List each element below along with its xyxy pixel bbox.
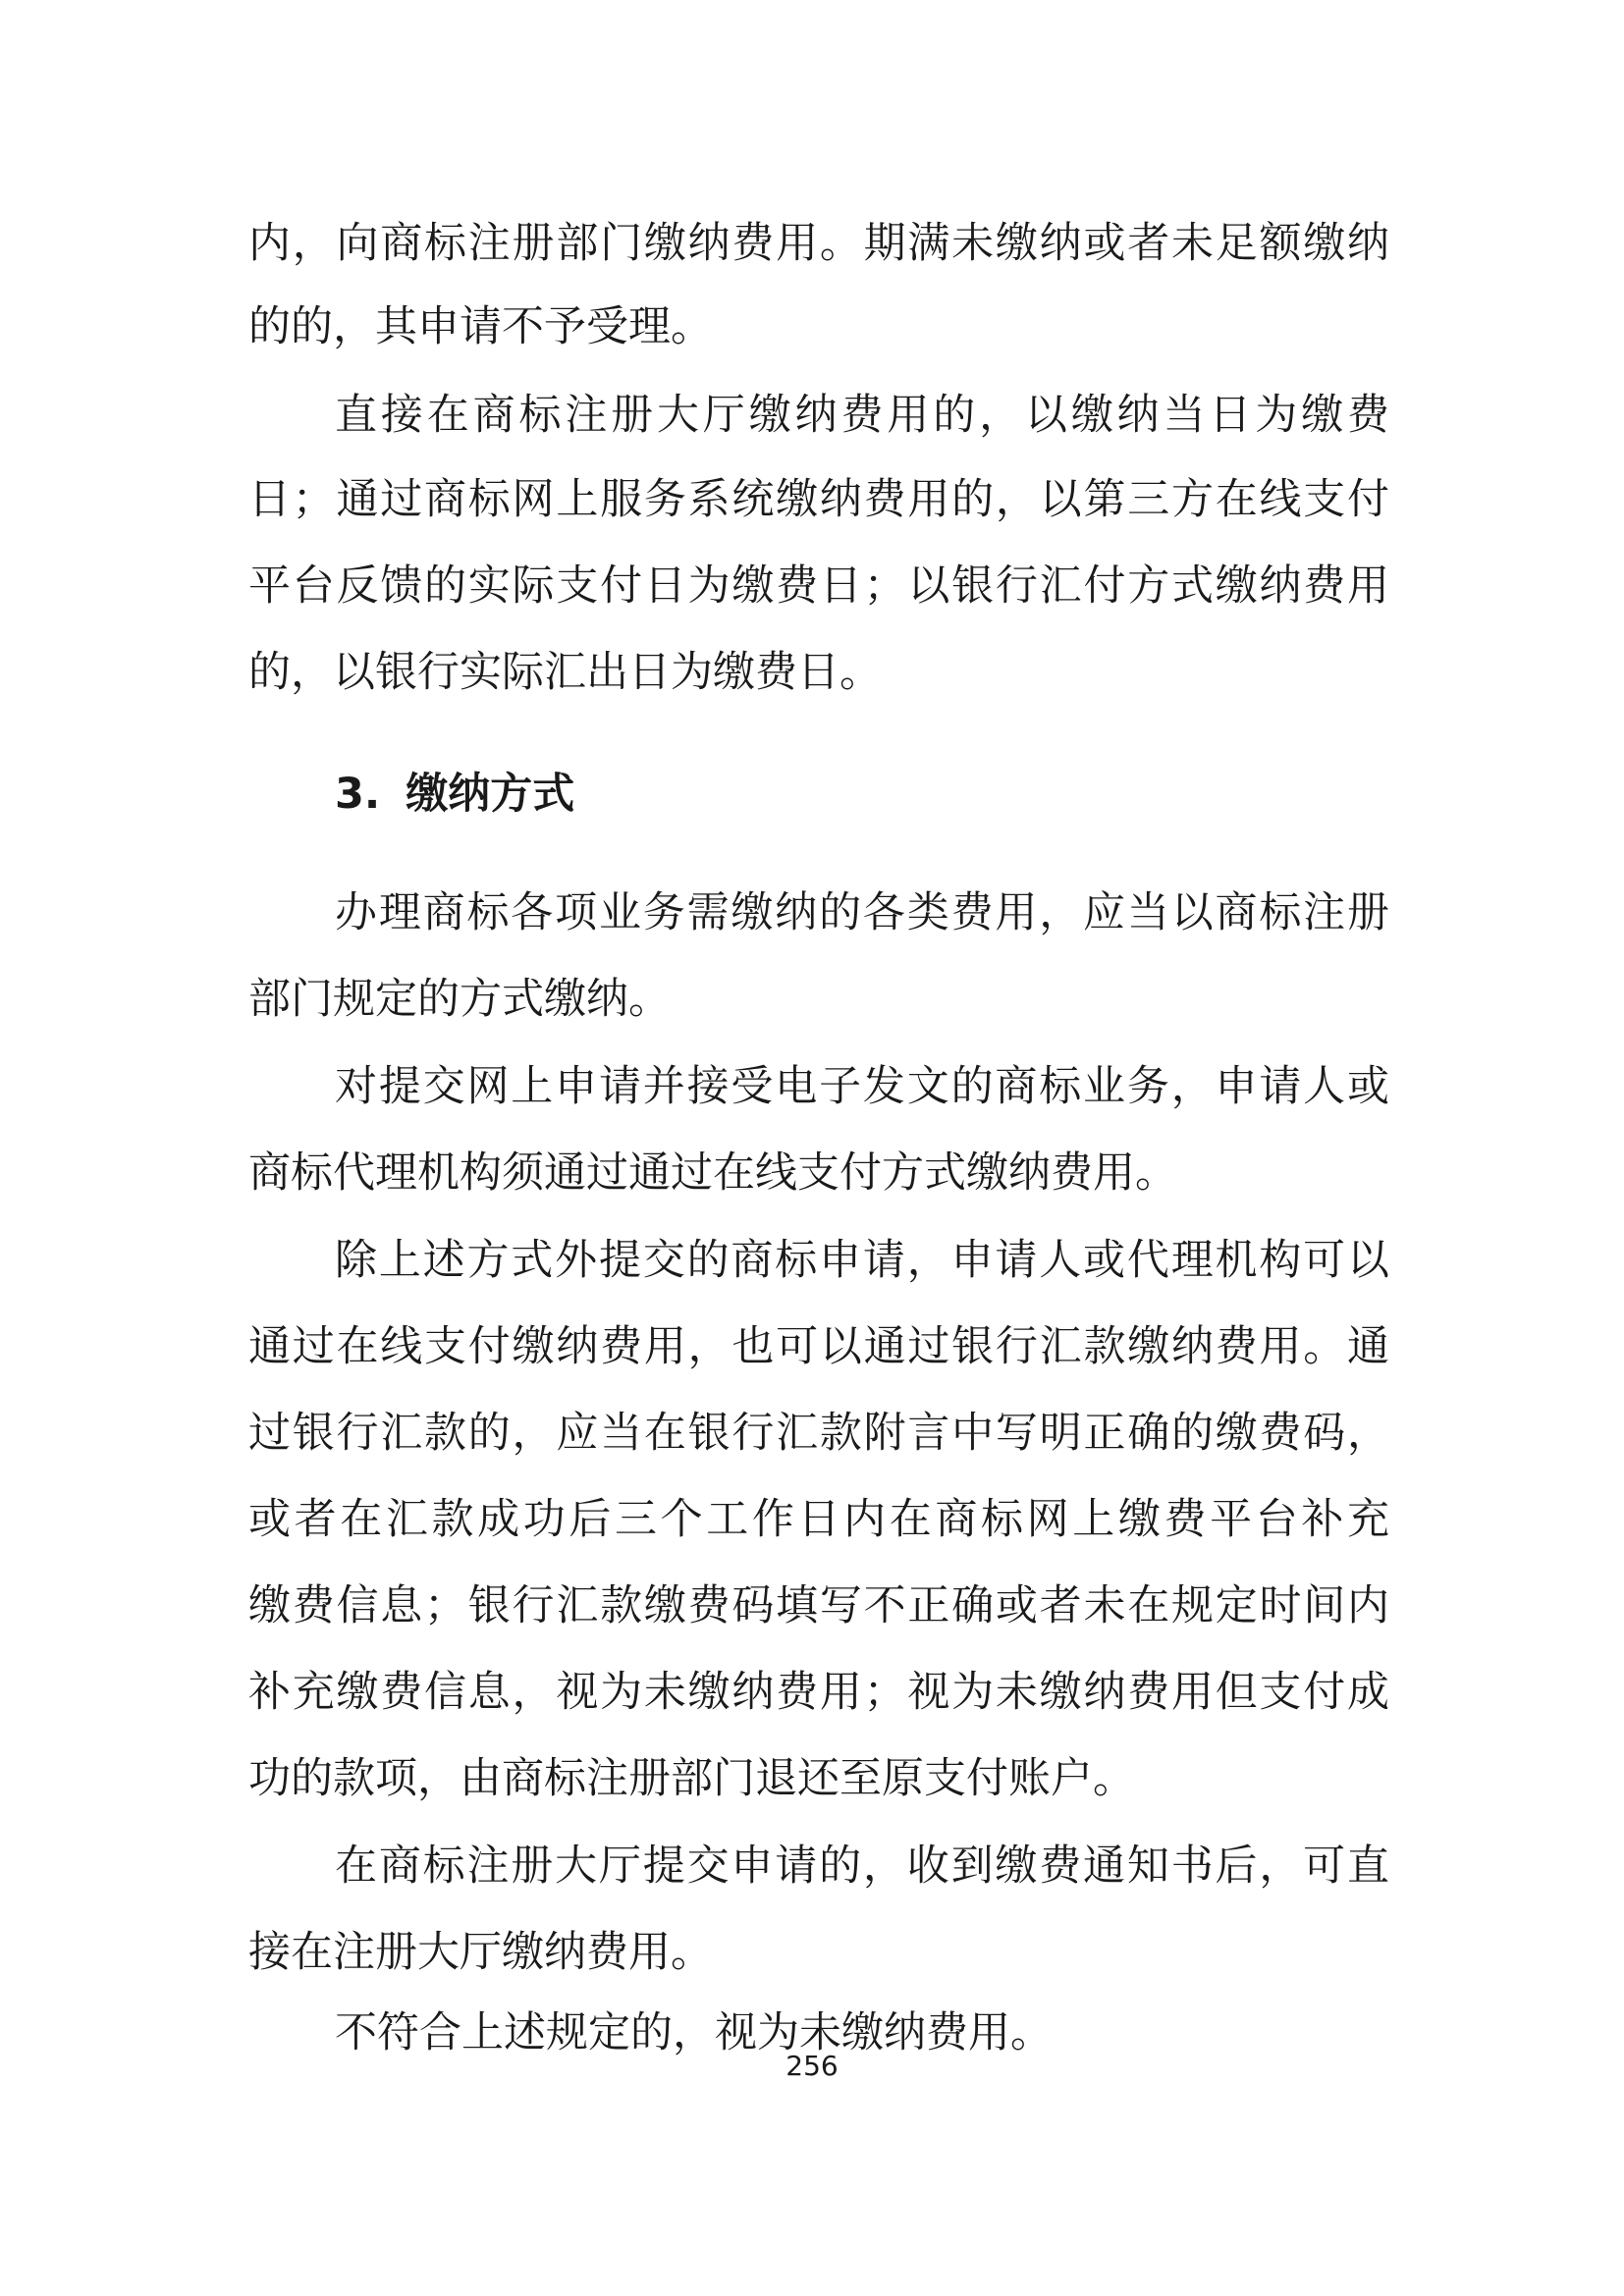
text-line: 在商标注册大厅提交申请的，收到缴费通知书后，可直 (335, 1842, 1389, 1891)
text-line: 缴费信息；银行汇款缴费码填写不正确或者未在规定时间内 (248, 1581, 1389, 1630)
text-line: 或者在汇款成功后三个工作日内在商标网上缴费平台补充 (248, 1495, 1389, 1544)
text-line: 通过在线支付缴纳费用，也可以通过银行汇款缴纳费用。通 (248, 1322, 1389, 1371)
text-line: 过银行汇款的，应当在银行汇款附言中写明正确的缴费码， (248, 1409, 1389, 1458)
text-line: 接在注册大厅缴纳费用。 (248, 1928, 713, 1977)
text-line: 对提交网上申请并接受电子发文的商标业务，申请人或 (335, 1062, 1389, 1111)
section-number: 3. (335, 770, 381, 819)
text-line: 直接在商标注册大厅缴纳费用的，以缴纳当日为缴费 (335, 391, 1389, 440)
text-line: 日；通过商标网上服务系统缴纳费用的，以第三方在线支付 (248, 475, 1389, 524)
text-line: 除上述方式外提交的商标申请，申请人或代理机构可以 (335, 1236, 1389, 1285)
text-line: 不符合上述规定的，视为未缴纳费用。 (335, 2008, 1053, 2057)
text-line: 内，向商标注册部门缴纳费用。期满未缴纳或者未足额缴纳 (248, 219, 1389, 268)
page-number: 256 (785, 2050, 839, 2082)
text-line: 平台反馈的实际支付日为缴费日；以银行汇付方式缴纳费用 (248, 561, 1389, 611)
text-line: 商标代理机构须通过通过在线支付方式缴纳费用。 (248, 1148, 1177, 1198)
section-title: 缴纳方式 (406, 770, 575, 819)
text-line: 补充缴费信息，视为未缴纳费用；视为未缴纳费用但支付成 (248, 1668, 1389, 1717)
section-heading (335, 760, 574, 828)
text-line: 的的，其申请不予受理。 (248, 302, 713, 351)
text-line: 部门规定的方式缴纳。 (248, 975, 671, 1024)
text-line: 功的款项，由商标注册部门退还至原支付账户。 (248, 1754, 1135, 1803)
text-line: 办理商标各项业务需缴纳的各类费用，应当以商标注册 (335, 888, 1389, 937)
text-line: 的，以银行实际汇出日为缴费日。 (248, 648, 882, 697)
